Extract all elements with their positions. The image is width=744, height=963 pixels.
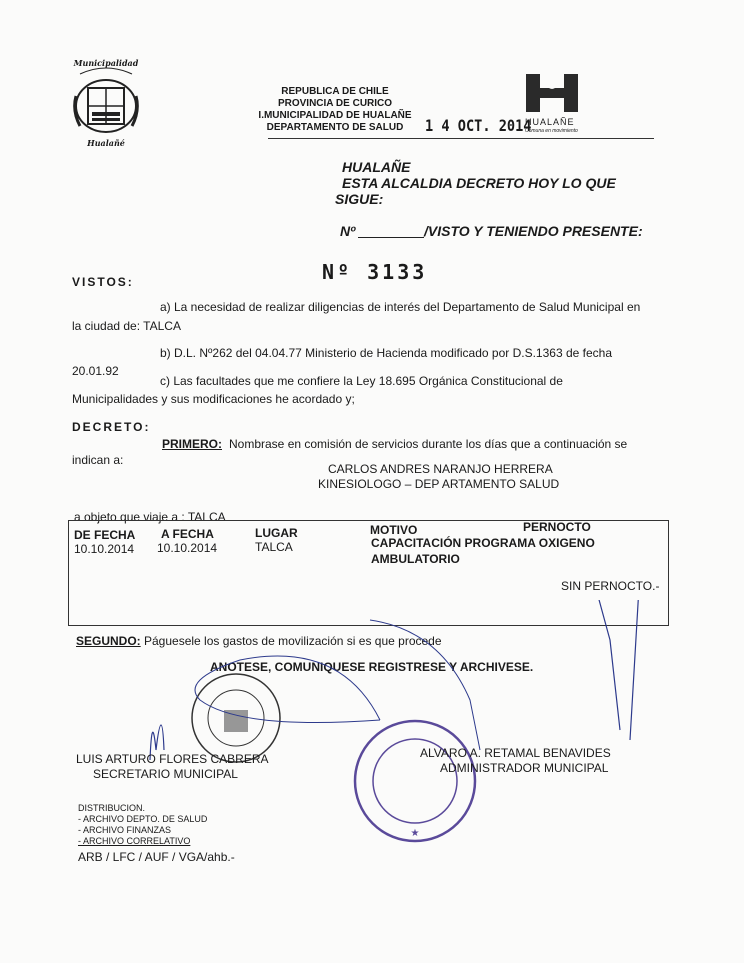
decreto-heading: DECRETO:: [72, 420, 151, 434]
visto-a-line2: la ciudad de: TALCA: [72, 319, 181, 333]
visto-a-line1: a) La necesidad de realizar diligencias de interés del Departamento de Salud Municipal en: [160, 300, 641, 314]
intro-line1: ESTA ALCALDIA DECRETO HOY LO QUE: [342, 175, 616, 191]
segundo-text: Páguesele los gastos de movilización si es que procede: [144, 634, 442, 648]
brand-tagline: Comuna en movimiento: [525, 128, 578, 134]
cell-a-fecha: 10.10.2014: [157, 541, 218, 555]
person-name: CARLOS ANDRES NARANJO HERRERA: [328, 462, 553, 476]
visto-c-line2: Municipalidades y sus modificaciones he acordado y;: [72, 392, 355, 406]
hualane-brand-logo: [522, 72, 582, 114]
header-line: I.MUNICIPALIDAD DE HUALAÑE: [258, 110, 412, 121]
travel-destination: a objeto que viaje a : TALCA: [74, 510, 226, 524]
logo-bottom-text: Hualañé: [87, 138, 125, 148]
visto-b-line1: b) D.L. Nº262 del 04.04.77 Ministerio de Hacienda modificado por D.S.1363 de fecha: [160, 346, 612, 360]
svg-text:★: ★: [410, 828, 420, 839]
intro-line2: SIGUE:: [335, 191, 384, 207]
visto-b-line2: 20.01.92: [72, 364, 119, 378]
col-header-a-fecha: A FECHA: [161, 527, 214, 541]
date-stamp: 1 4 OCT. 2014: [425, 116, 532, 135]
header-line: DEPARTAMENTO DE SALUD: [266, 122, 404, 132]
distribution-title: DISTRIBUCION.: [78, 803, 146, 813]
distribution-item: - ARCHIVO FINANZAS: [78, 825, 172, 835]
header-line: REPUBLICA DE CHILE: [281, 86, 389, 97]
initials-line: ARB / LFC / AUF / VGA/ahb.-: [78, 850, 235, 864]
logo-top-text: Municipalidad: [73, 58, 139, 68]
decree-number-suffix: /VISTO Y TENIENDO PRESENTE:: [424, 223, 643, 239]
primero-text2: indican a:: [72, 453, 124, 467]
col-header-motivo: MOTIVO: [370, 523, 418, 537]
col-header-lugar: LUGAR: [255, 526, 298, 540]
left-signatory-name: LUIS ARTURO FLORES CABRERA: [76, 752, 269, 766]
col-header-pernocto: PERNOCTO: [523, 520, 591, 534]
distribution-item: - ARCHIVO DEPTO. DE SALUD: [78, 814, 208, 824]
cell-motivo-line1: CAPACITACIÓN PROGRAMA OXIGENO: [371, 536, 595, 550]
decree-number-prefix: Nº: [340, 223, 356, 239]
segundo-label: SEGUNDO:: [76, 634, 141, 648]
primero-text: Nombrase en comisión de servicios durante los días que a continuación se: [229, 437, 628, 451]
cell-lugar: TALCA: [255, 540, 293, 554]
distribution-item: - ARCHIVO CORRELATIVO: [78, 836, 191, 846]
visto-c-line1: c) Las facultades que me confiere la Ley 18.695 Orgánica Constitucional de: [160, 374, 563, 388]
col-header-de-fecha: DE FECHA: [74, 528, 136, 542]
right-signatory-title: ADMINISTRADOR MUNICIPAL: [440, 761, 609, 775]
intro-place: HUALAÑE: [342, 159, 411, 175]
cell-pernocto: SIN PERNOCTO.-: [561, 579, 660, 593]
header-rule: [268, 138, 654, 139]
cell-motivo-line2: AMBULATORIO: [371, 552, 460, 566]
closing-statement: ANOTESE, COMUNIQUESE REGISTRESE Y ARCHIVESE.: [210, 660, 534, 674]
header-block: [240, 86, 430, 132]
right-signatory-name: ALVARO A. RETAMAL BENAVIDES: [420, 746, 611, 760]
cell-de-fecha: 10.10.2014: [74, 542, 135, 556]
brand-name: HUALAÑE: [525, 117, 575, 127]
stamped-number: Nº 3133: [322, 260, 428, 284]
primero-label: PRIMERO:: [162, 437, 222, 451]
left-signatory-title: SECRETARIO MUNICIPAL: [93, 767, 238, 781]
person-role: KINESIOLOGO – DEP ARTAMENTO SALUD: [318, 477, 560, 491]
header-line: PROVINCIA DE CURICO: [277, 98, 393, 109]
vistos-heading: VISTOS:: [72, 275, 134, 289]
municipal-logo: [66, 56, 146, 148]
decree-number-blank: [358, 237, 424, 238]
distribution-block: [78, 803, 207, 847]
